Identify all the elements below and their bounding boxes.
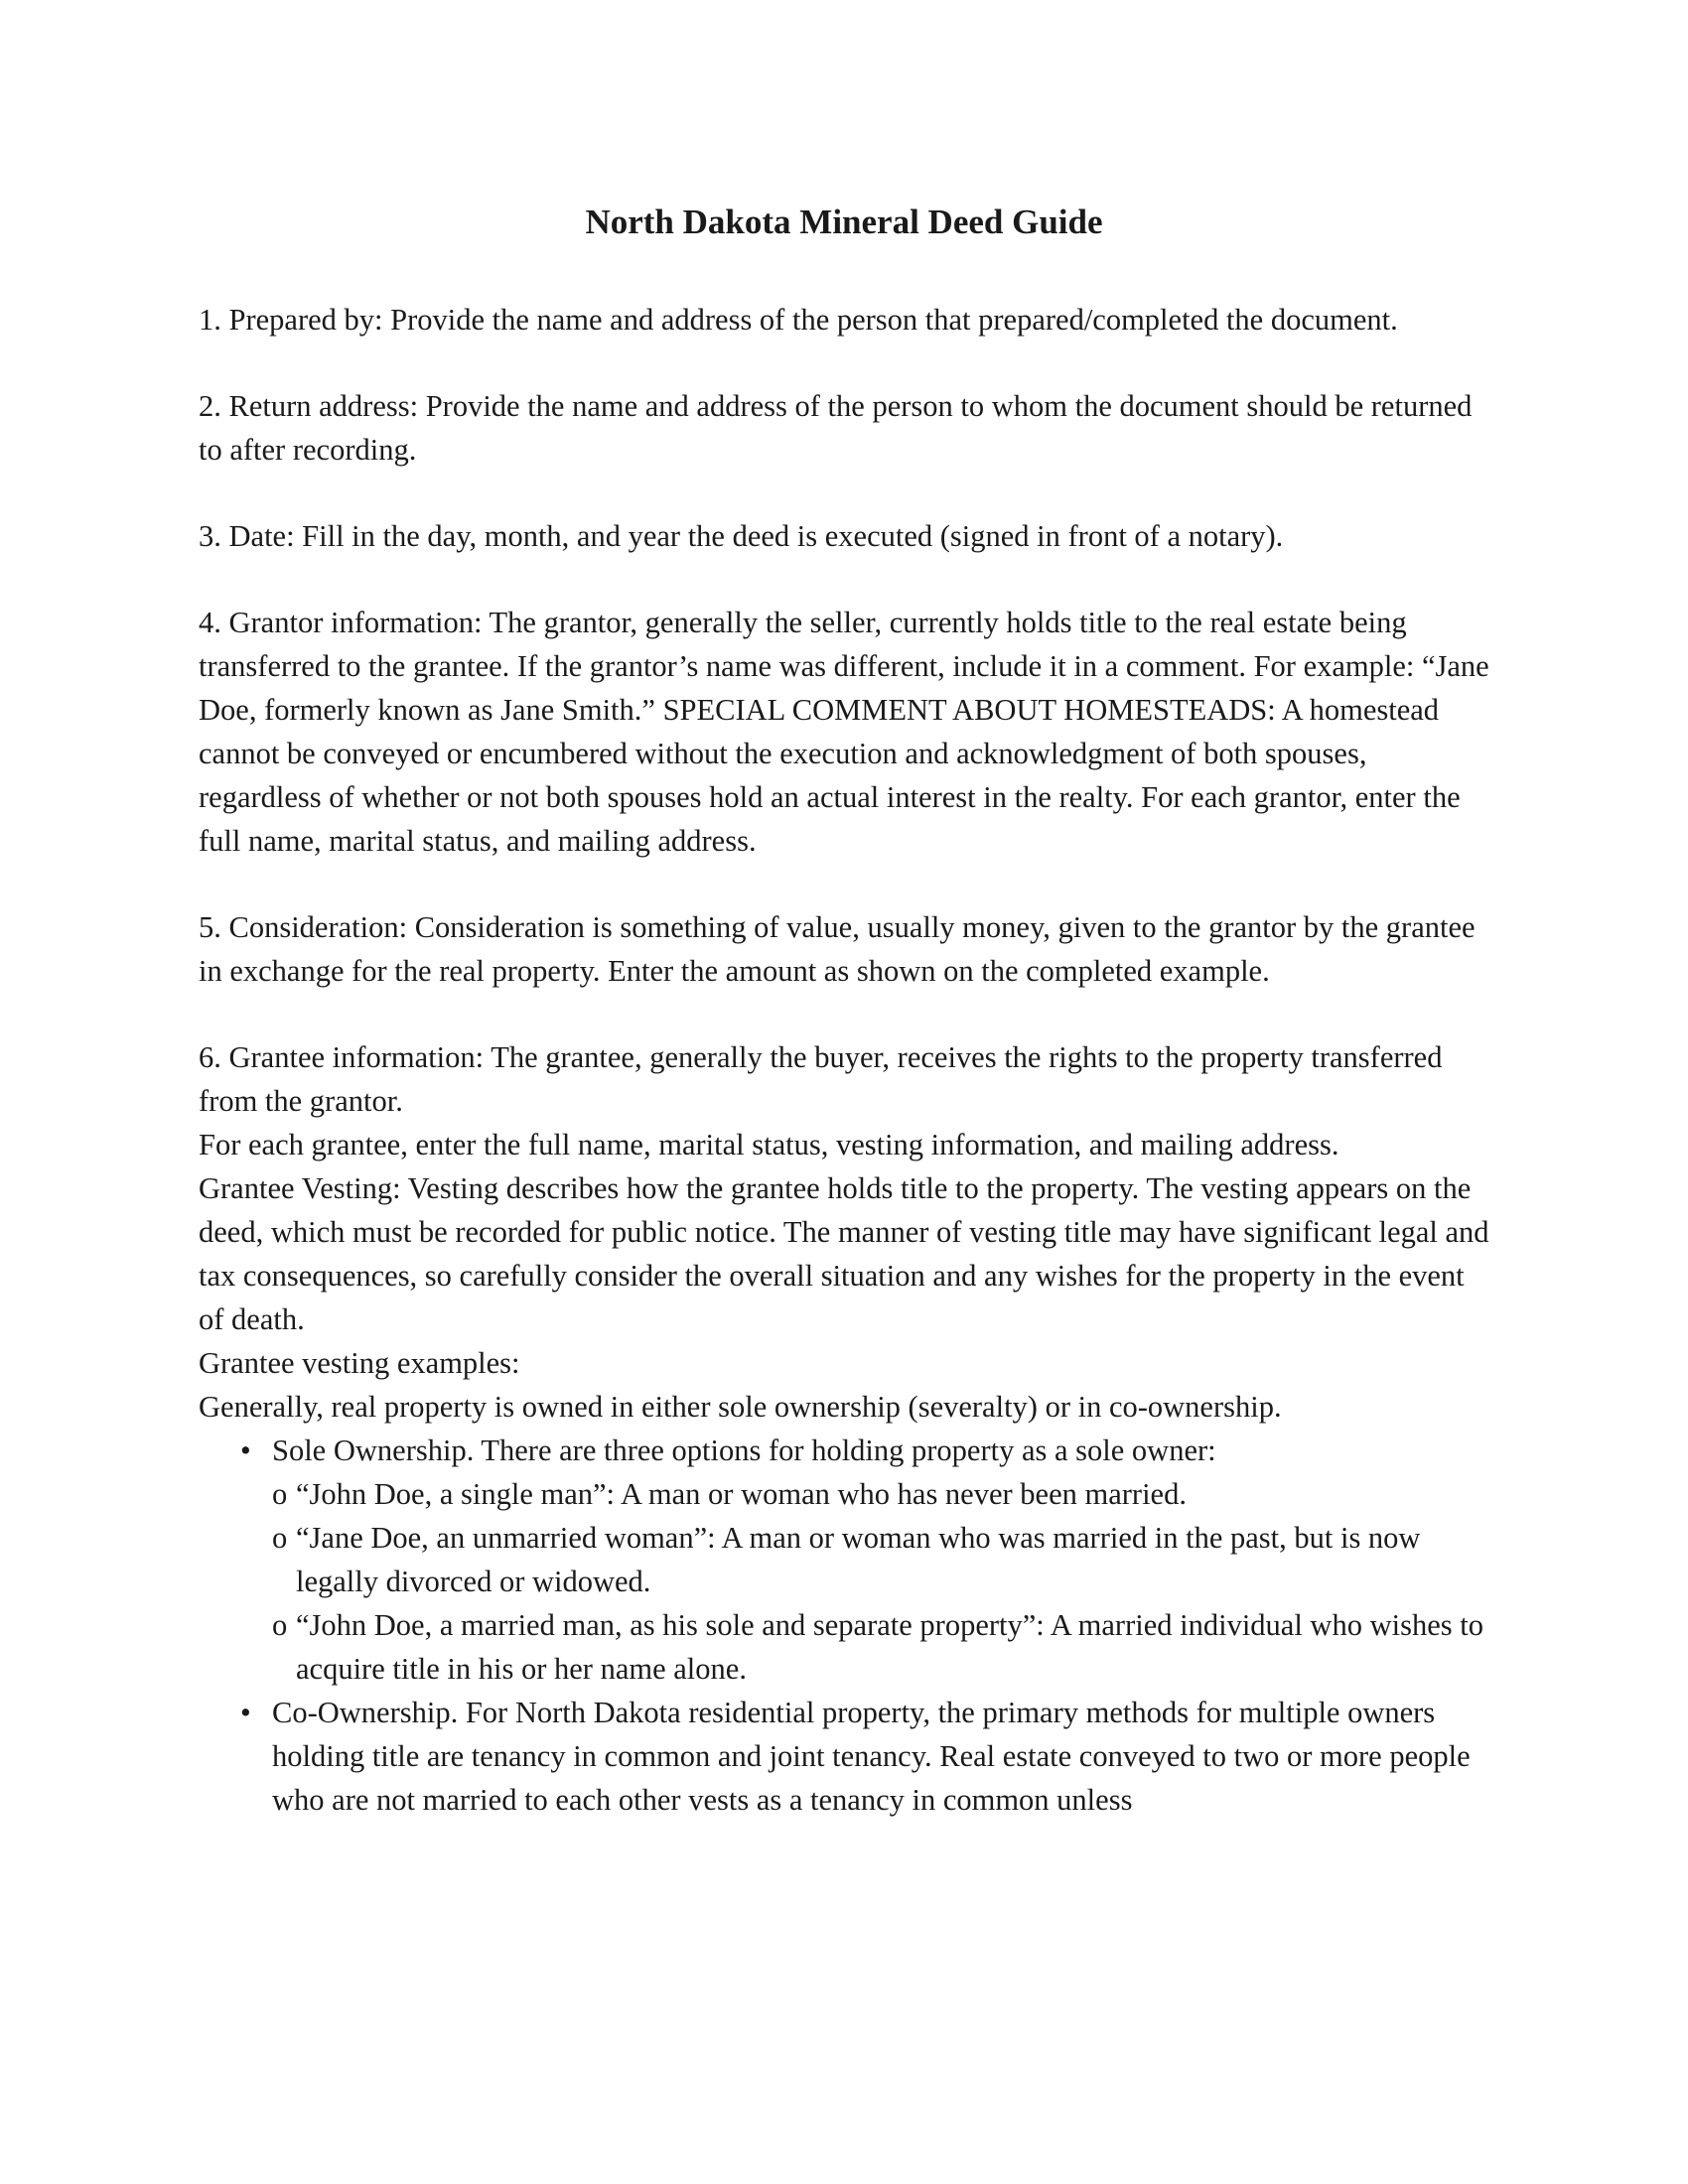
- document-title: North Dakota Mineral Deed Guide: [585, 203, 1103, 241]
- sole-ownership-sub-list: [272, 1472, 1489, 1691]
- item-consideration: 5. Consideration: Consideration is something of value, usually money, given to the grantor by the grantee in exchange for the real property. Enter the amount as shown on the completed example.: [199, 910, 1476, 988]
- item-return-address: 2. Return address: Provide the name and address of the person to whom the document should be returned to after recording.: [199, 389, 1473, 467]
- grantee-examples-heading: Grantee vesting examples:: [199, 1346, 520, 1380]
- sub-bullet-icon: o: [272, 1477, 288, 1511]
- sub-item-text: “Jane Doe, an unmarried woman”: A man or woman who was married in the past, but is now legally divorced or widowed.: [296, 1521, 1421, 1598]
- sub-bullet-icon: o: [272, 1521, 288, 1555]
- grantee-each: For each grantee, enter the full name, marital status, vesting information, and mailing address.: [199, 1128, 1339, 1161]
- vesting-bullet-list: [199, 1429, 1489, 1822]
- item-grantee-information: [199, 1035, 1489, 1822]
- bullet-icon: •: [240, 1433, 251, 1467]
- bullet-co-ownership: [199, 1691, 1489, 1822]
- document-body: [199, 298, 1489, 1822]
- sub-item: [272, 1603, 1489, 1691]
- item-date: 3. Date: Fill in the day, month, and year the deed is executed (signed in front of a notary).: [199, 519, 1284, 553]
- bullet-text: Co-Ownership. For North Dakota residential property, the primary methods for multiple owners holding title are tenancy in common and joint tenancy. Real estate conveyed to two or more people who are not married to each other vests as a tenancy in common unless: [272, 1696, 1471, 1817]
- grantee-vesting: Grantee Vesting: Vesting describes how the grantee holds title to the property. The vesting appears on the deed, which must be recorded for public notice. The manner of vesting title may have significant legal and tax consequences, so carefully consider the overall situation and any wishes for the property in the event of death.: [199, 1171, 1489, 1336]
- sub-item: [272, 1516, 1489, 1603]
- sub-item-text: “John Doe, a single man”: A man or woman who has never been married.: [296, 1477, 1187, 1511]
- bullet-text: Sole Ownership. There are three options for holding property as a sole owner:: [272, 1433, 1216, 1467]
- item-prepared-by: 1. Prepared by: Provide the name and address of the person that prepared/completed the document.: [199, 303, 1398, 337]
- grantee-generally: Generally, real property is owned in either sole ownership (severalty) or in co-ownership.: [199, 1390, 1282, 1424]
- bullet-icon: •: [240, 1696, 251, 1729]
- sub-item-text: “John Doe, a married man, as his sole and separate property”: A married individual who wishes to acquire title in his or her name alone.: [296, 1608, 1483, 1686]
- sub-item: [272, 1472, 1489, 1516]
- sub-bullet-icon: o: [272, 1608, 288, 1642]
- item-grantor-information: 4. Grantor information: The grantor, generally the seller, currently holds title to the real estate being transferred to the grantee. If the grantor’s name was different, include it in a comment. For example: “Jane Doe, formerly known as Jane Smith.” SPECIAL COMMENT ABOUT HOMESTEADS: A homestead cannot be conveyed or encumbered without the execution and acknowledgment of both spouses, regardless of whether or not both spouses hold an actual interest in the realty. For each grantor, enter the full name, marital status, and mailing address.: [199, 606, 1489, 858]
- bullet-sole-ownership: [199, 1429, 1489, 1691]
- grantee-intro: 6. Grantee information: The grantee, generally the buyer, receives the rights to the property transferred from the grantor.: [199, 1040, 1443, 1118]
